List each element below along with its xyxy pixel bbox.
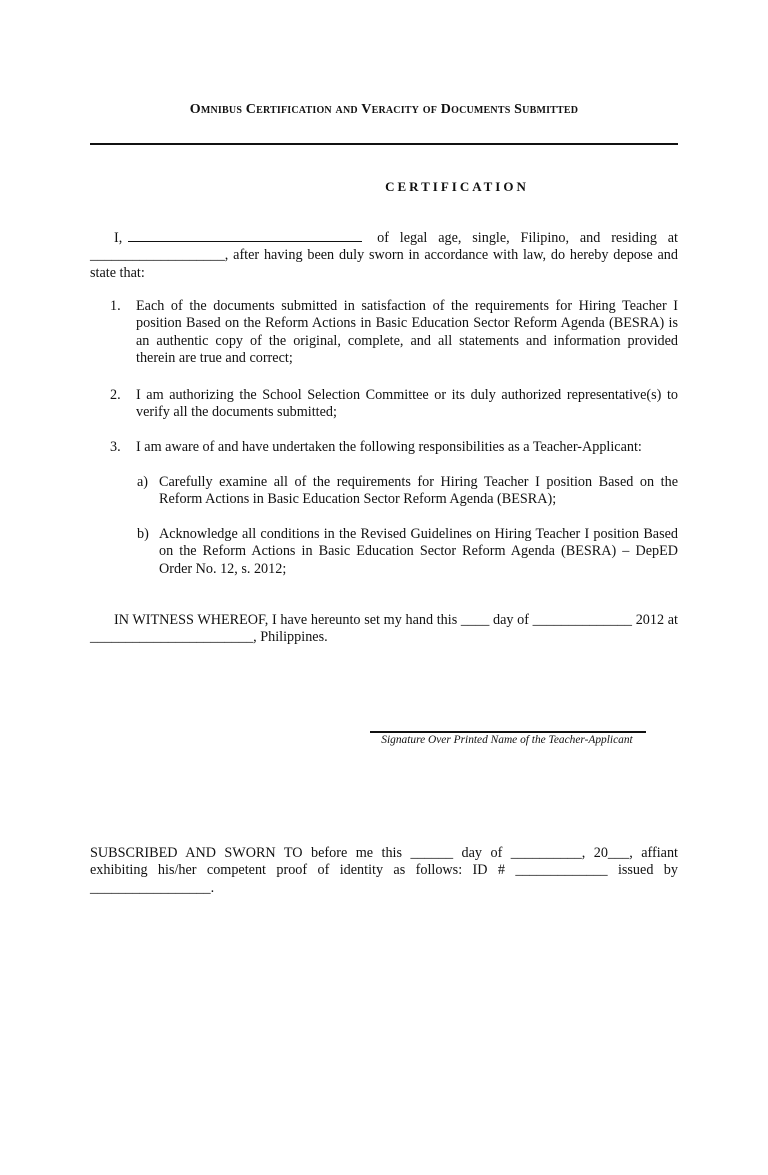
intro-start: I,	[114, 230, 123, 246]
sub-item-text: Acknowledge all conditions in the Revised Guidelines on Hiring Teacher I position Based on the Reform Actions in Basic Education Sector Reform Agenda (BESRA) – DepED Order No. 12, s. 2012;	[159, 526, 678, 577]
signature-line	[370, 731, 646, 733]
sub-list-item	[137, 526, 678, 578]
list-item	[110, 387, 678, 422]
list-item-number: 1.	[110, 298, 121, 314]
list-item	[110, 298, 678, 368]
sub-item-letter: a)	[137, 474, 149, 490]
signature-caption: Signature Over Printed Name of the Teacher-Applicant	[381, 734, 633, 746]
witness-paragraph	[90, 612, 678, 647]
list-item-text: I am authorizing the School Selection Committee or its duly authorized representative(s) to verify all the documents submitted;	[136, 387, 678, 421]
name-blank	[128, 230, 362, 242]
sub-list-item	[137, 474, 678, 509]
title-rule	[90, 143, 678, 145]
witness-text: IN WITNESS WHEREOF, I have hereunto set my hand this ____ day of ______________ 2012 at _______________________, Philippines.	[90, 612, 678, 646]
list-item-number: 2.	[110, 387, 121, 403]
certification-heading: CERTIFICATION	[385, 179, 529, 194]
list-item	[110, 439, 678, 456]
list-item-text: Each of the documents submitted in satisfaction of the requirements for Hiring Teacher I position Based on the Reform Actions in Basic Education Sector Reform Agenda (BESRA) is an authentic copy of the original, complete, and all statements and information provided therein are true and correct;	[136, 298, 678, 367]
document-title: Omnibus Certification and Veracity of Documents Submitted	[189, 102, 579, 117]
intro-rest: of legal age, single, Filipino, and residing at ___________________, after having been duly sworn in accordance with law, do hereby depose and state that:	[90, 230, 678, 281]
sub-item-letter: b)	[137, 526, 149, 542]
sub-item-text: Carefully examine all of the requirements for Hiring Teacher I position Based on the Reform Actions in Basic Education Sector Reform Agenda (BESRA);	[159, 474, 678, 508]
list-item-number: 3.	[110, 439, 121, 455]
intro-paragraph	[90, 230, 678, 282]
sworn-paragraph: SUBSCRIBED AND SWORN TO before me this ______ day of __________, 20___, affiant exhibiting his/her competent proof of identity as follows: ID # _____________ issued by _________________.	[90, 845, 678, 896]
list-item-text: I am aware of and have undertaken the following responsibilities as a Teacher-Applicant:	[136, 439, 642, 455]
